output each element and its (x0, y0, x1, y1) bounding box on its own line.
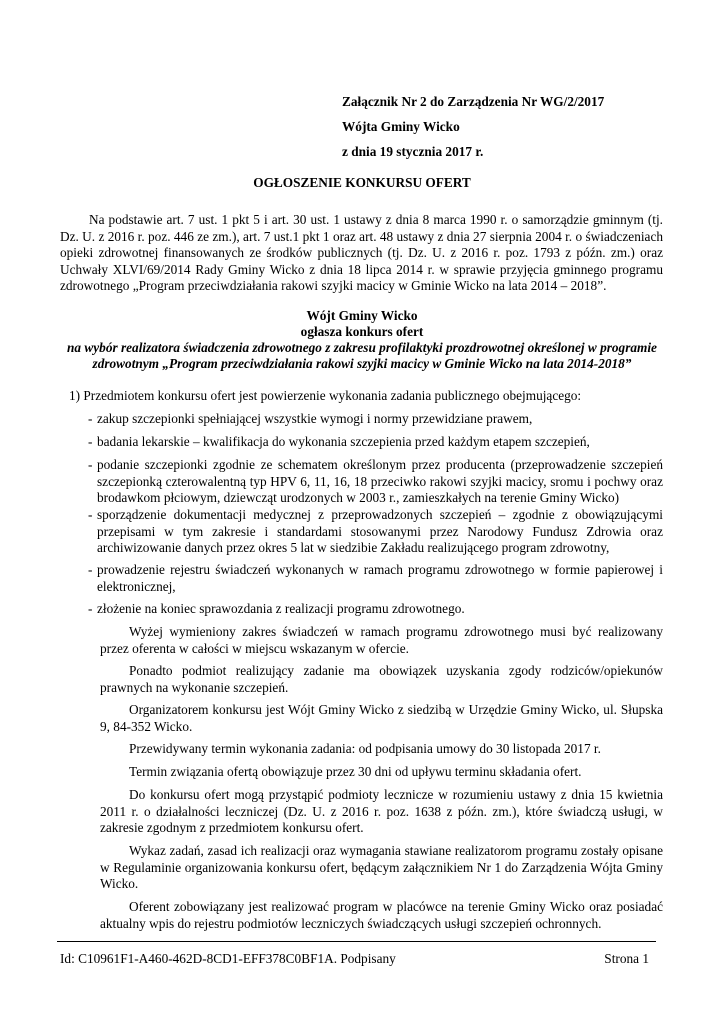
paragraph-organizer: Organizatorem konkursu jest Wójt Gminy Wicko z siedzibą w Urzędzie Gminy Wicko, ul. Słupska 9, 84-352 Wicko. (100, 702, 663, 734)
list-dash: - (88, 457, 93, 472)
announce-subject-2: zdrowotnym „Program przeciwdziałania rakowi szyjki macicy w Gminie Wicko na lata 2014-2018” (92, 356, 632, 371)
footer-page-number: Strona 1 (604, 951, 649, 966)
intro-paragraph: Na podstawie art. 7 ust. 1 pkt 5 i art. 30 ust. 1 ustawy z dnia 8 marca 1990 r. o samorządzie gminnym (tj. Dz. U. z 2016 r. poz. 446 ze zm.), art. 7 ust.1 pkt 1 oraz art. 48 ustawy z dnia 27 sierpnia 2004 r. o świadczeniach opieki zdrowotnej finansowanych ze środków publicznych (tj. Dz. U. z 2016 r. poz. 1793 z późn. zm.) oraz Uchwały XLVI/69/2014 Rady Gminy Wicko z dnia 18 lipca 2014 r. w sprawie przyjęcia gminnego programu zdrowotnego „Program przeciwdziałania rakowi szyjki macicy w Gminie Wicko na lata 2014 – 2018”. (60, 212, 663, 293)
list-dash: - (88, 507, 93, 522)
paragraph-regulations: Wykaz zadań, zasad ich realizacji oraz wymagania stawiane realizatorom programu zostały opisane w Regulaminie organizowania konkursu ofert, będącym załącznikiem Nr 1 do Zarządzenia Wójta Gminy Wicko. (100, 843, 663, 891)
paragraph-location: Oferent zobowiązany jest realizować program w placówce na terenie Gminy Wicko oraz posiadać aktualny wpis do rejestru podmiotów leczniczych świadczących usługi szczepień ochronnych. (100, 899, 663, 931)
list-item-text: sporządzenie dokumentacji medycznej z przeprowadzonych szczepień – zgodnie z obowiązującymi przepisami w tym zakresie i standardami stosowanymi przez Narodowy Fundusz Zdrowia oraz archiwizowanie danych przez okres 5 lat w siedzibie Zakładu realizującego program zdrowotny, (97, 507, 663, 555)
paragraph-consent: Ponadto podmiot realizujący zadanie ma obowiązek uzyskania zgody rodziców/opiekunów prawnych na wykonanie szczepień. (100, 663, 663, 695)
list-dash: - (88, 601, 93, 616)
list-item (88, 457, 663, 507)
list-item (88, 507, 663, 557)
list-dash: - (88, 434, 93, 449)
header-authority: Wójta Gminy Wicko (342, 119, 460, 134)
paragraph-deadline: Przewidywany termin wykonania zadania: od podpisania umowy do 30 listopada 2017 r. (129, 741, 601, 756)
document-title: OGŁOSZENIE KONKURSU OFERT (253, 175, 471, 190)
list-dash: - (88, 562, 93, 577)
header-attachment: Załącznik Nr 2 do Zarządzenia Nr WG/2/2017 (342, 94, 605, 109)
list-item-text: podanie szczepionki zgodnie ze schematem określonym przez producenta (przeprowadzenie szczepień szczepionką czterowalentną typ HPV 6, 11, 16, 18 przeciwko rakowi szyjki macicy, sromu i pochwy oraz brodawkom płciowym, dziewcząt urodzonych w 2003 r., zamieszkałych na terenie Gminy Wicko) (97, 457, 663, 505)
paragraph-scope: Wyżej wymieniony zakres świadczeń w ramach programu zdrowotnego musi być realizowany przez oferenta w całości w miejscu wskazanym w ofercie. (100, 624, 663, 656)
list-dash: - (88, 411, 93, 426)
announce-subject-1: na wybór realizatora świadczenia zdrowotnego z zakresu profilaktyki prozdrowotnej określonej w programie (67, 340, 657, 355)
footer-document-id: Id: C10961F1-A460-462D-8CD1-EFF378C0BF1A. Podpisany (60, 951, 396, 966)
list-item-text: zakup szczepionki spełniającej wszystkie wymogi i normy przewidziane prawem, (97, 411, 533, 426)
list-item (88, 562, 663, 595)
list-item-text: prowadzenie rejestru świadczeń wykonanych w ramach programu zdrowotnego w formie papierowej i elektronicznej, (97, 562, 663, 594)
footer-divider (57, 941, 656, 942)
announce-authority: Wójt Gminy Wicko (306, 308, 418, 323)
section-1-heading: 1) Przedmiotem konkursu ofert jest powierzenie wykonania zadania publicznego obejmującego: (69, 388, 582, 403)
paragraph-eligibility: Do konkursu ofert mogą przystąpić podmioty lecznicze w rozumieniu ustawy z dnia 15 kwietnia 2011 r. o działalności leczniczej (Dz. U. z 2016 r. poz. 1638 z późn. zm.), które świadczą usługi, w zakresie zgodnym z przedmiotem konkursu ofert. (100, 787, 663, 835)
paragraph-binding-period: Termin związania ofertą obowiązuje przez 30 dni od upływu terminu składania ofert. (129, 764, 582, 779)
list-item-text: badania lekarskie – kwalifikacja do wykonania szczepienia przed każdym etapem szczepień, (97, 434, 590, 449)
list-item (88, 434, 663, 451)
list-item (88, 601, 663, 618)
list-item-text: złożenie na koniec sprawozdania z realizacji programu zdrowotnego. (97, 601, 465, 616)
list-item (88, 411, 663, 428)
header-date: z dnia 19 stycznia 2017 r. (342, 144, 484, 159)
announce-heading: ogłasza konkurs ofert (300, 324, 424, 339)
